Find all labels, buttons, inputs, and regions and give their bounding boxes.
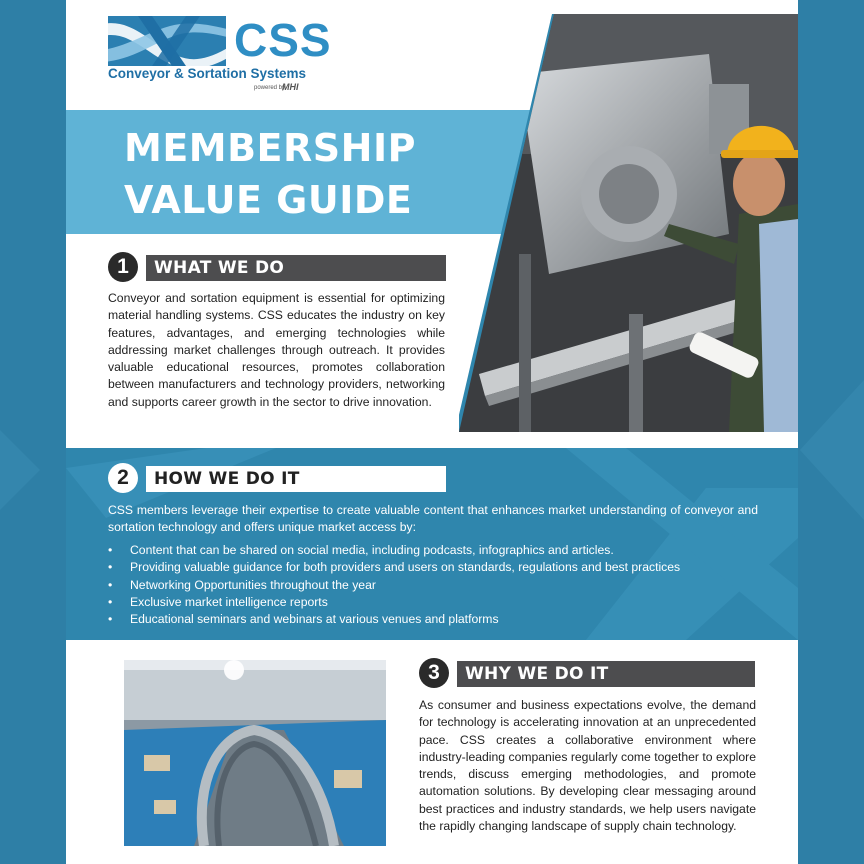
section3-title: WHY WE DO IT [457, 661, 755, 687]
section2-number: 2 [108, 463, 138, 493]
css-logo-mark-icon [108, 16, 226, 66]
section1-number: 1 [108, 252, 138, 282]
list-item: • Networking Opportunities throughout the year [108, 577, 758, 594]
logo-powered-by: powered by [254, 85, 286, 91]
section2-band [66, 448, 798, 640]
logo-brand-text: CSS [234, 14, 332, 66]
logo-parent-mhi: MHI [282, 82, 299, 92]
list-item: • Content that can be shared on social media, including podcasts, infographics and articles. [108, 542, 758, 559]
conveyor-photo [124, 660, 386, 846]
section3-number: 3 [419, 658, 449, 688]
section2-intro: CSS members leverage their expertise to create valuable content that enhances market understanding of conveyor and sortation technology and offers unique market access by: [108, 503, 758, 535]
section1-title: WHAT WE DO [146, 255, 446, 281]
section2-bullet-list [108, 542, 758, 628]
list-item: • Providing valuable guidance for both providers and users on standards, regulations and best practices [108, 559, 758, 576]
section3-body: As consumer and business expectations evolve, the demand for technology is accelerating innovation at an unprecedented pace. CSS creates a collaborative environment where industry-leading companies regularly come together to explore trends, discuss emerging methodologies, and promote automation solutions. By developing clear messaging around best practices and industry standards, we help users navigate the rapidly changing landscape of supply chain technology. [419, 698, 756, 834]
section3-heading [419, 661, 757, 687]
page-title-line1: MEMBERSHIP [124, 126, 416, 170]
logo-subtitle: Conveyor & Sortation Systems [108, 66, 307, 81]
flyer-page [66, 0, 798, 864]
section1-body: Conveyor and sortation equipment is essential for optimizing material handling systems. CSS educates the industry on key features, advantages, and emerging technologies while addressing market challenges through outreach. It provides valuable educational resources, promotes collaboration between manufacturers and technology providers, networking and supports career growth in the sector to drive innovation. [108, 291, 445, 409]
page-title [124, 122, 416, 226]
list-item: • Educational seminars and webinars at various venues and platforms [108, 611, 758, 628]
page-title-line2: VALUE GUIDE [124, 178, 413, 222]
section2-heading [108, 466, 446, 492]
list-item: • Exclusive market intelligence reports [108, 594, 758, 611]
section1-heading [108, 255, 446, 281]
technician-photo [459, 14, 798, 432]
section2-title: HOW WE DO IT [146, 466, 446, 492]
css-logo [108, 16, 338, 98]
